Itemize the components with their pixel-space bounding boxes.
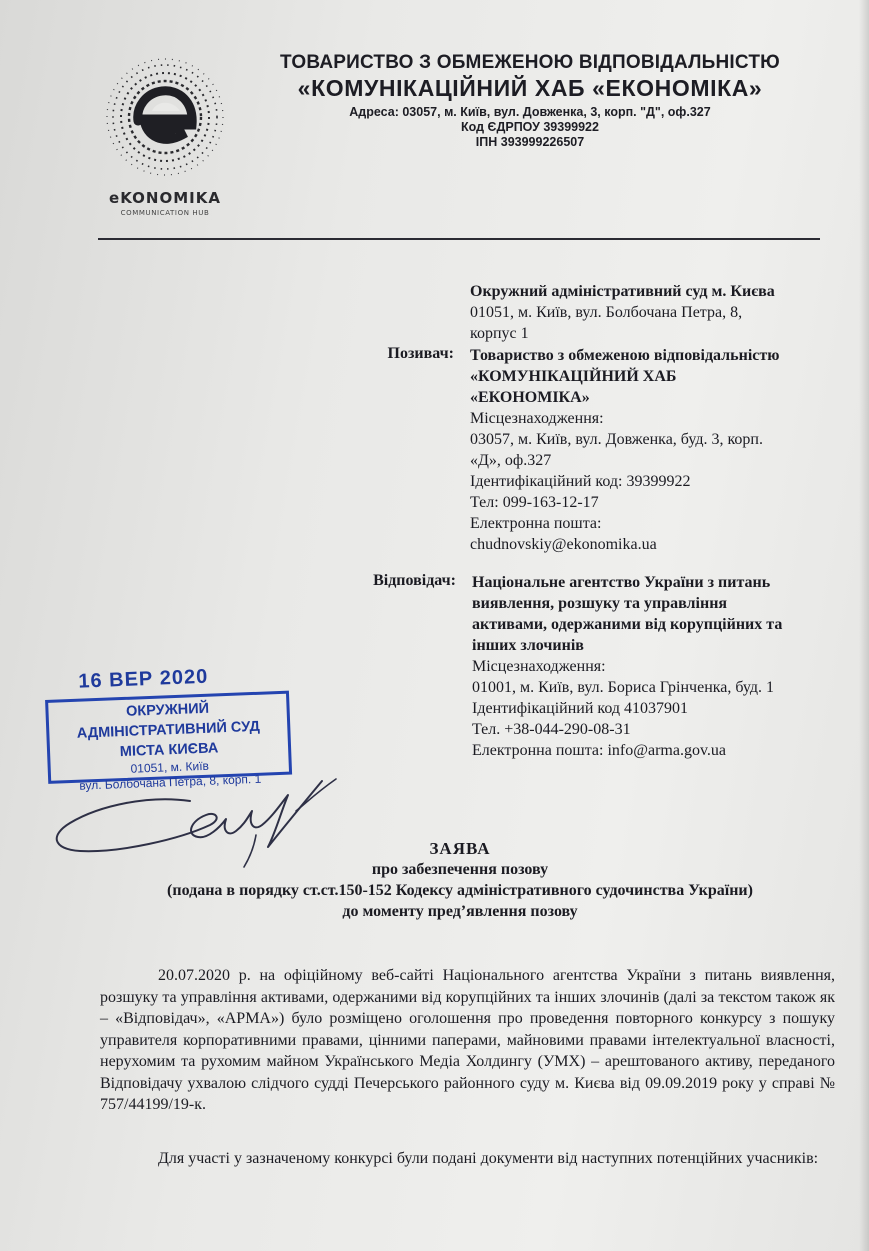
company-edrpou: Код ЄДРПОУ 39399922 — [461, 120, 599, 134]
logo-subtitle: COMMUNICATION HUB — [120, 209, 210, 217]
stamp-line2: АДМІНІСТРАТИВНИЙ СУД — [76, 718, 261, 742]
defendant-block — [472, 572, 842, 761]
company-name: «КОМУНІКАЦІЙНИЙ ХАБ «ЕКОНОМІКА» — [297, 75, 763, 101]
court-block — [470, 281, 840, 344]
defendant-email: Електронна пошта: info@arma.gov.ua — [472, 742, 726, 759]
court-name: Окружний адміністративний суд м. Києва — [470, 283, 775, 300]
company-type: ТОВАРИСТВО З ОБМЕЖЕНОЮ ВІДПОВІДАЛЬНІСТЮ — [280, 52, 780, 73]
title-line2: про забезпечення позову — [371, 861, 549, 878]
plaintiff-location-label: Місцезнаходження: — [470, 410, 604, 427]
logo-wordmark: eKONOMIKA — [109, 189, 221, 207]
title-line3: (подана в порядку ст.ст.150-152 Кодексу адміністративного судочинства України) — [167, 882, 753, 899]
page-edge-shadow — [859, 0, 869, 1251]
defendant-phone: Тел. +38-044-290-08-31 — [472, 721, 631, 738]
defendant-name-line4: інших злочинів — [472, 637, 584, 654]
plaintiff-label: Позивач: — [387, 345, 454, 362]
defendant-label: Відповідач: — [373, 572, 456, 589]
stamp-line3: МІСТА КИЄВА — [119, 740, 219, 761]
plaintiff-name-line3: «ЕКОНОМІКА» — [470, 389, 590, 406]
plaintiff-block — [470, 345, 840, 555]
plaintiff-name-line2: «КОМУНІКАЦІЙНИЙ ХАБ — [470, 368, 677, 385]
stamp-line5: вул. Болбочана Петра, 8, корп. 1 — [79, 771, 262, 793]
plaintiff-code: Ідентифікаційний код: 39399922 — [470, 473, 691, 490]
defendant-name-line1: Національне агентство України з питань — [472, 574, 771, 591]
company-logo — [104, 55, 226, 225]
company-ipn: ІПН 393999226507 — [475, 135, 585, 149]
plaintiff-phone: Тел: 099-163-12-17 — [470, 494, 599, 511]
defendant-name-line2: виявлення, розшуку та управління — [472, 595, 728, 612]
document-title — [110, 838, 810, 922]
plaintiff-email: chudnovskiy@ekonomika.ua — [470, 536, 657, 553]
court-address-line2: корпус 1 — [470, 325, 529, 342]
paragraph-1-text: 20.07.2020 р. на офіційному веб-сайті Національного агентства України з питань виявлення, розшуку та управління активами, одержаними від корупційних та інших злочинів (далі за текстом також як – «Відповідач», «АРМА») було розміщено оголошення про проведення повторного конкурсу з пошуку управителя корпоративними правами, цінними паперами, майновими правами інтелектуальної власності, нерухомим та рухомим майном Українського Медіа Холдингу (УМХ) – арештованого активу, переданого Відповідачу ухвалою слідчого судді Печерського районного суду м. Києва від 09.09.2019 року у справі № 757/44199/19-к. — [100, 967, 835, 1113]
title-line1: ЗАЯВА — [429, 839, 491, 858]
letterhead-header — [260, 52, 800, 149]
logo-e-icon — [104, 55, 226, 185]
paragraph-2-text: Для участі у зазначеному конкурсі були подані документи від наступних потенційних учасників: — [158, 1150, 819, 1167]
defendant-name-line3: активами, одержаними від корупційних та — [472, 616, 783, 633]
plaintiff-location-line1: 03057, м. Київ, вул. Довженка, буд. 3, корп. — [470, 431, 763, 448]
body-paragraph-2 — [100, 1148, 835, 1170]
stamp-date: 16 ВЕР 2020 — [77, 665, 209, 693]
plaintiff-email-label: Електронна пошта: — [470, 515, 602, 532]
stamp-line1: ОКРУЖНИЙ — [125, 700, 210, 720]
defendant-location-line1: 01001, м. Київ, вул. Бориса Грінченка, буд. 1 — [472, 679, 775, 696]
stamp-line4: 01051, м. Київ — [130, 758, 210, 776]
plaintiff-location-line2: «Д», оф.327 — [470, 452, 552, 469]
plaintiff-name-line1: Товариство з обмеженою відповідальністю — [470, 347, 780, 364]
header-divider — [98, 238, 820, 240]
stamp-box — [45, 691, 292, 793]
title-line4: до моменту пред’явлення позову — [342, 903, 578, 920]
court-address-line1: 01051, м. Київ, вул. Болбочана Петра, 8, — [470, 304, 743, 321]
defendant-location-label: Місцезнаходження: — [472, 658, 606, 675]
company-address: Адреса: 03057, м. Київ, вул. Довженка, 3, корп. "Д", оф.327 — [349, 105, 711, 119]
body-paragraph-1 — [100, 965, 835, 1116]
defendant-code: Ідентифікаційний код 41037901 — [472, 700, 689, 717]
